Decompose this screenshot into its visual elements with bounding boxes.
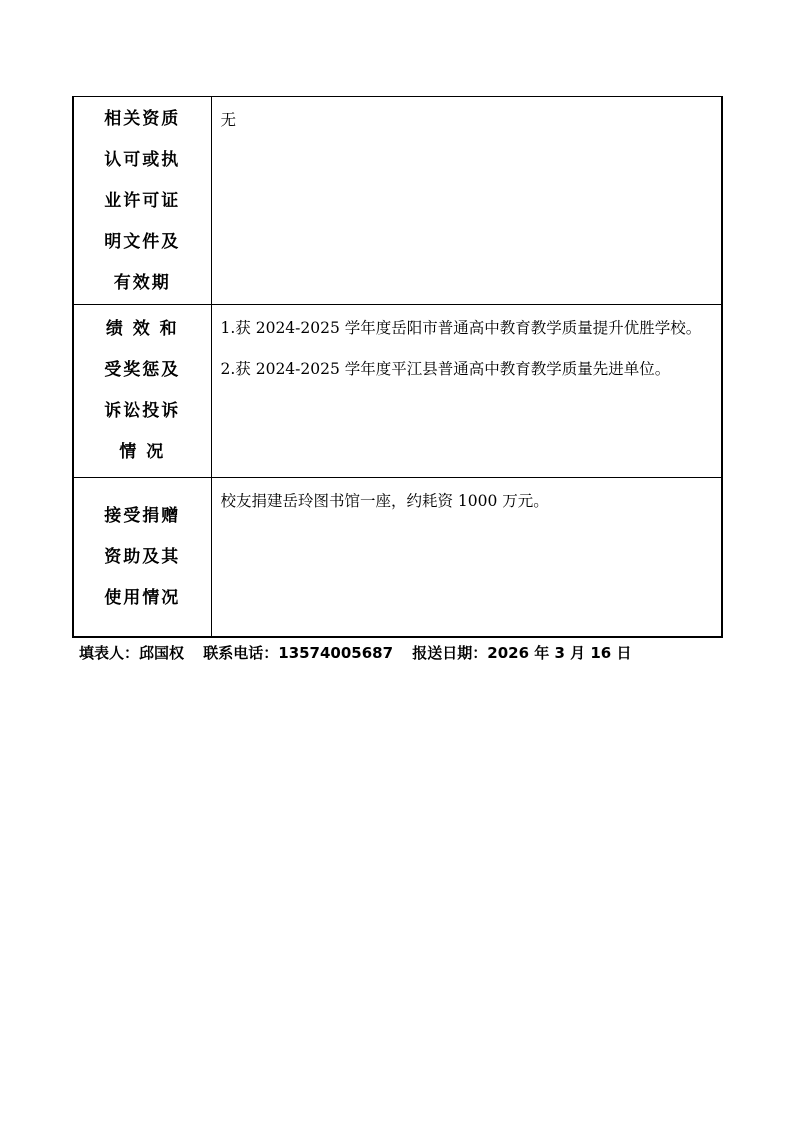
info-table	[72, 96, 723, 638]
label-line: 相关资质	[104, 109, 181, 129]
row-content-donation	[211, 478, 722, 637]
label-line: 资助及其	[104, 547, 181, 567]
label-line: 认可或执	[104, 150, 181, 170]
table-row-donation	[73, 478, 722, 637]
table-row-qualification	[73, 97, 722, 305]
row-label-donation	[73, 478, 211, 637]
row-label-qualification	[73, 97, 211, 305]
filler-name: 填表人：邱国权	[79, 644, 185, 662]
table-row-performance	[73, 305, 722, 478]
row-content-qualification	[211, 97, 722, 305]
footer-line	[79, 642, 645, 663]
report-date: 报送日期：2026 年 3 月 16 日	[412, 644, 632, 662]
label-line: 诉讼投诉	[104, 401, 181, 421]
content-text: 无	[220, 111, 237, 129]
label-line: 绩 效 和	[105, 319, 179, 339]
row-content-performance	[211, 305, 722, 478]
contact-phone: 联系电话：13574005687	[203, 644, 394, 662]
label-line: 明文件及	[104, 232, 181, 252]
content-text: 校友捐建岳玲图书馆一座，约耗资 1000 万元。	[220, 492, 549, 510]
label-line: 使用情况	[104, 588, 181, 608]
row-label-performance	[73, 305, 211, 478]
label-line: 受奖惩及	[104, 360, 181, 380]
label-line: 有效期	[113, 273, 171, 293]
label-line: 接受捐赠	[104, 506, 181, 526]
label-line: 情 况	[119, 442, 166, 462]
label-line: 业许可证	[104, 191, 181, 211]
content-text: 1.获 2024-2025 学年度岳阳市普通高中教育教学质量提升优胜学校。 2.获 2024-2025 学年度平江县普通高中教育教学质量先进单位。	[220, 319, 702, 378]
